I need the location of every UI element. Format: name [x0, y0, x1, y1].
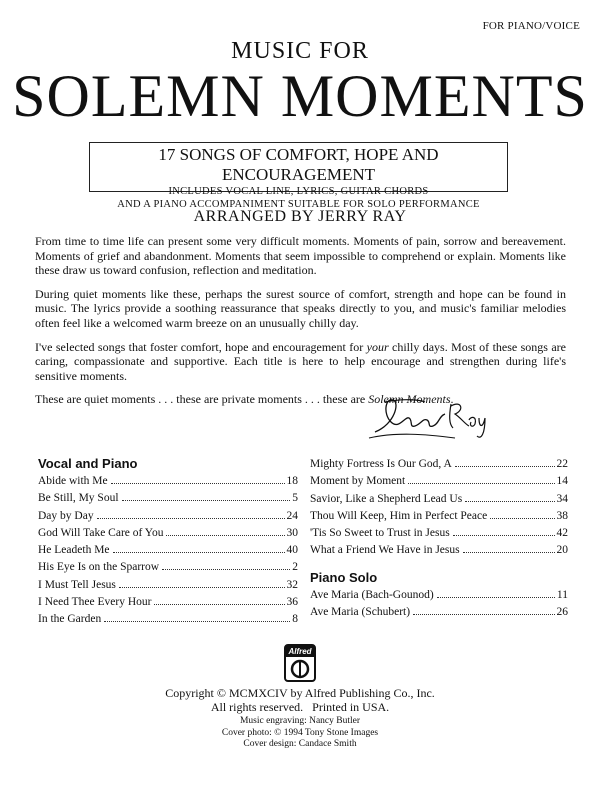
toc-entry-title: Abide with Me	[38, 475, 108, 487]
toc-leader-dots	[122, 499, 291, 501]
toc-entry	[310, 525, 568, 542]
toc-entry-title: Savior, Like a Shepherd Lead Us	[310, 492, 463, 505]
toc-entry-page: 36	[286, 596, 298, 609]
toc-entry-title: Mighty Fortress Is Our God, A	[310, 458, 452, 470]
toc-list-vocal-right	[310, 456, 568, 560]
toc-leader-dots	[113, 551, 285, 553]
toc-entry-page: 30	[286, 526, 298, 539]
toc-entry	[38, 508, 298, 525]
toc-entry-page: 38	[556, 509, 568, 522]
toc-entry	[310, 456, 568, 473]
toc-list-piano	[310, 587, 568, 622]
toc-entry	[38, 473, 298, 490]
toc-entry-title: Moment by Moment	[310, 475, 406, 488]
toc-leader-dots	[455, 465, 555, 467]
toc-entry-title: Be Still, My Soul	[38, 492, 119, 505]
toc-entry-page: 20	[556, 544, 568, 557]
toc-entry-page: 42	[556, 527, 568, 540]
toc-entry-title: His Eye Is on the Sparrow	[38, 561, 160, 574]
toc-entry-page: 34	[556, 492, 568, 505]
toc-right-column	[310, 456, 568, 621]
toc-entry	[310, 604, 568, 621]
toc-entry	[38, 525, 298, 542]
toc-entry-title: Day by Day	[38, 509, 94, 522]
toc-entry-page: 26	[556, 606, 568, 619]
credit-engraving: Music engraving: Nancy Butler	[239, 716, 361, 726]
intro-paragraph-2: During quiet moments like these, perhaps the surest source of comfort, strength and hope can be found in music. The lyrics provide a soothing reassurance that speaks directly to you, and music's familiar melodies often feel like a welcomed warm breeze on an unusually chilly day.	[35, 286, 566, 330]
toc-entry-page: 22	[556, 458, 568, 470]
toc-entry	[38, 542, 298, 559]
toc-entry	[38, 594, 298, 611]
toc-leader-dots	[166, 534, 284, 536]
subtitle-main: 17 SONGS OF COMFORT, HOPE AND ENCOURAGEMENT	[158, 145, 439, 184]
toc-entry	[38, 611, 298, 628]
toc-entry	[310, 491, 568, 508]
toc-leader-dots	[437, 596, 555, 598]
toc-leader-dots	[104, 620, 290, 622]
toc-leader-dots	[111, 482, 285, 484]
toc-entry-title: What a Friend We Have in Jesus	[310, 544, 460, 557]
subtitle-line-2: AND A PIANO ACCOMPANIMENT SUITABLE FOR SOLO PERFORMANCE	[117, 199, 480, 210]
pre-title: MUSIC FOR	[231, 38, 369, 64]
toc-entry	[310, 473, 568, 490]
logo-text: Alfred	[286, 646, 314, 657]
arranger-credit: ARRANGED BY JERRY RAY	[193, 208, 407, 225]
toc-leader-dots	[154, 603, 284, 605]
toc-entry-page: 2	[292, 561, 298, 574]
introduction	[35, 234, 566, 416]
toc-entry	[38, 577, 298, 594]
credit-photo: Cover photo: © 1994 Tony Stone Images	[221, 727, 379, 738]
toc-leader-dots	[413, 613, 554, 615]
toc-entry-page: 40	[286, 544, 298, 557]
credit-design: Cover design: Candace Smith	[243, 739, 357, 749]
toc-entry	[310, 587, 568, 604]
toc-entry-title: Thou Will Keep, Him in Perfect Peace	[310, 509, 488, 522]
toc-leader-dots	[97, 517, 285, 519]
copyright-line-2: All rights reserved. Printed in USA.	[210, 700, 390, 714]
alfred-logo	[284, 644, 316, 682]
toc-entry-title: Ave Maria (Schubert)	[310, 606, 411, 619]
section-heading-vocal: Vocal and Piano	[38, 456, 138, 471]
toc-entry-title: I Must Tell Jesus	[38, 578, 116, 591]
toc-entry-title: In the Garden	[38, 613, 102, 626]
toc-entry-title: Ave Maria (Bach-Gounod)	[310, 588, 434, 601]
toc-entry-title: God Will Take Care of You	[38, 526, 164, 539]
toc-leader-dots	[453, 534, 555, 536]
intro-paragraph-4: These are quiet moments . . . these are private moments . . . these are Solemn Moments.	[35, 392, 454, 407]
toc-entry-page: 14	[556, 475, 568, 488]
intro-paragraph-1: From time to time life can present some very difficult moments. Moments of pain, sorrow and bereavement. Moments of grief and abandonment. Moments that seem impossible to comprehend or explain. Moments like these draw us toward confusion, reflection and meditation.	[35, 234, 566, 278]
subtitle-box	[89, 142, 508, 210]
toc-entry	[38, 490, 298, 507]
intro-paragraph-3: I've selected songs that foster comfort, hope and encouragement for your chilly days. Most of these songs are caring, compassionate and supportive. Each title is here to help encourage and strengthen during life's sensitive moments.	[35, 339, 566, 383]
toc-leader-dots	[490, 517, 554, 519]
toc-entry-page: 24	[286, 509, 298, 522]
edition-label: FOR PIANO/VOICE	[482, 20, 580, 32]
toc-entry-page: 5	[292, 492, 298, 505]
toc-entry	[310, 542, 568, 559]
toc-leader-dots	[463, 551, 555, 553]
toc-entry-page: 8	[292, 613, 298, 626]
copyright-notice	[0, 686, 600, 714]
toc-leader-dots	[465, 500, 554, 502]
toc-entry-page: 32	[286, 578, 298, 591]
toc-leader-dots	[162, 568, 290, 570]
production-credits	[0, 716, 600, 751]
toc-list-vocal-left	[38, 473, 298, 629]
toc-leader-dots	[119, 586, 285, 588]
section-heading-piano: Piano Solo	[310, 569, 378, 585]
signature-graphic	[365, 394, 490, 444]
logo-emblem-icon	[286, 657, 314, 681]
page-title: SOLEMN MOMENTS	[12, 63, 588, 129]
subtitle-line-1: INCLUDES VOCAL LINE, LYRICS, GUITAR CHORDS	[168, 186, 429, 197]
toc-entry-title: I Need Thee Every Hour	[38, 596, 152, 609]
toc-entry	[310, 508, 568, 525]
toc-entry-page: 11	[556, 588, 568, 601]
copyright-line-1: Copyright © MCMXCIV by Alfred Publishing Co., Inc.	[165, 686, 435, 700]
toc-entry-title: He Leadeth Me	[38, 544, 110, 557]
toc-entry-title: 'Tis So Sweet to Trust in Jesus	[310, 527, 450, 540]
toc-entry-page: 18	[286, 475, 298, 487]
toc-left-column	[38, 456, 298, 629]
toc-entry	[38, 559, 298, 576]
toc-leader-dots	[408, 482, 554, 484]
